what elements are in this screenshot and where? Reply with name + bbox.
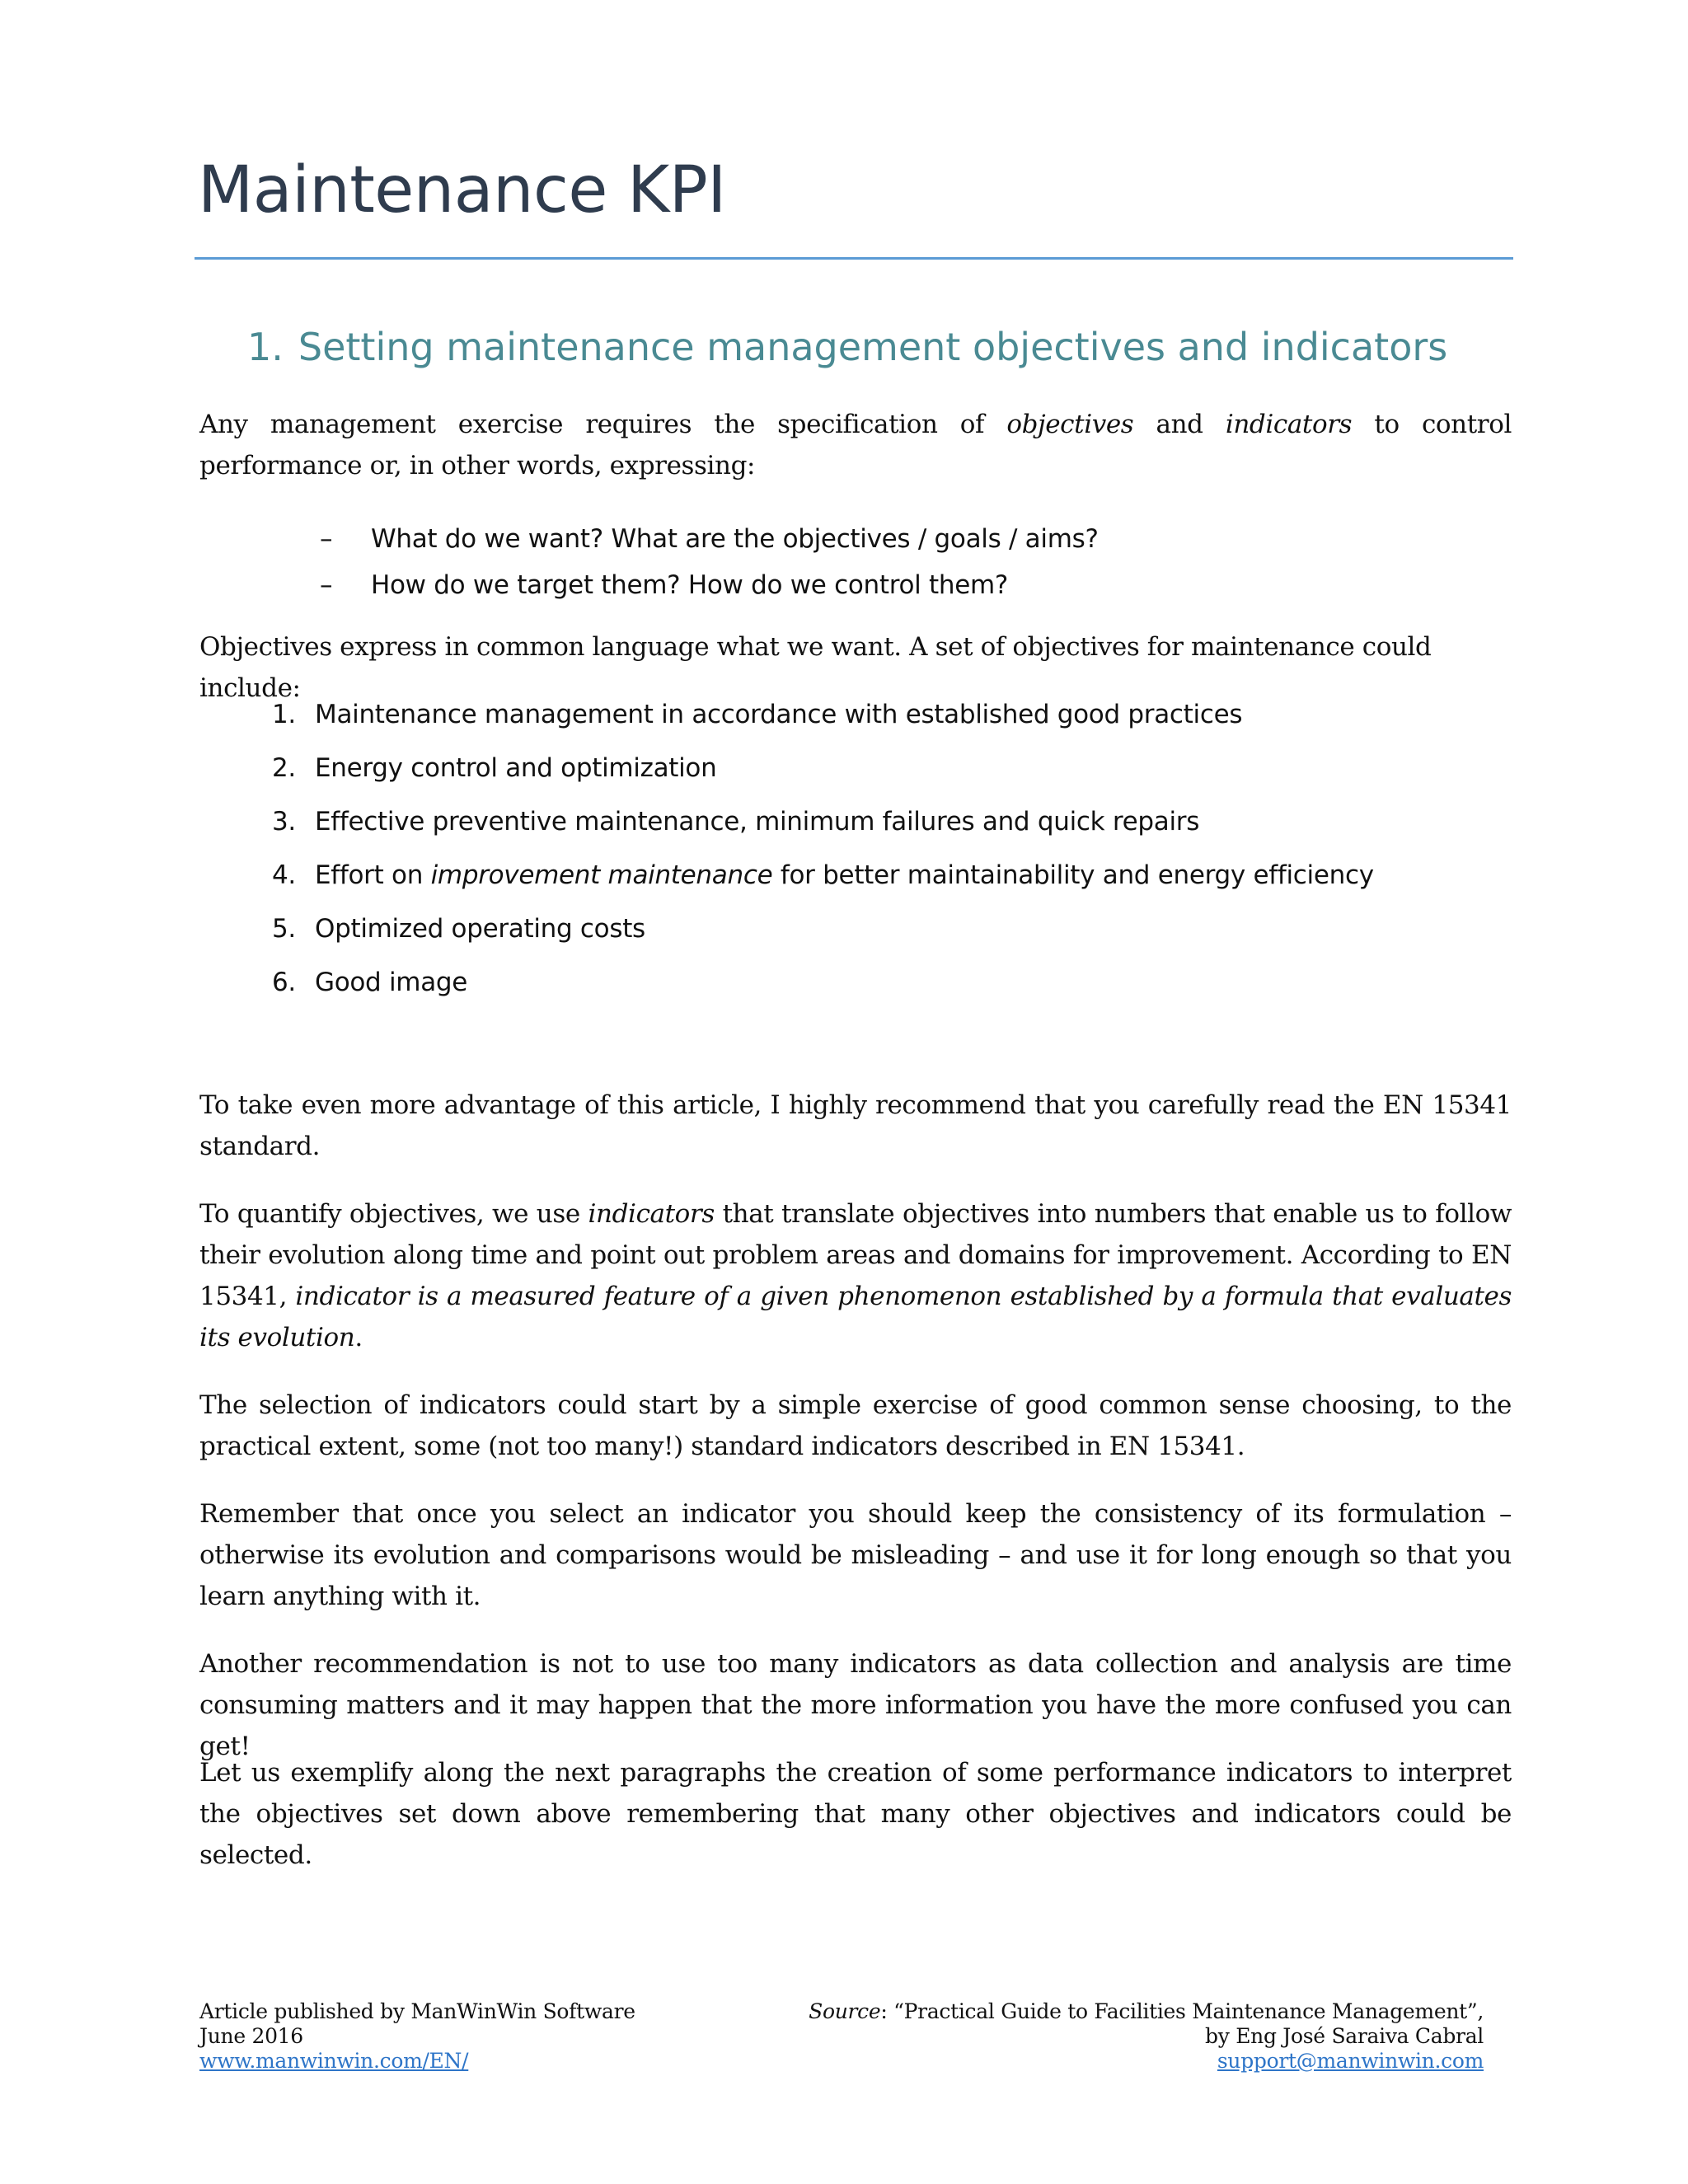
list-number: 2. — [272, 753, 296, 783]
website-link[interactable]: www.manwinwin.com/EN/ — [199, 2049, 469, 2073]
objectives-list — [272, 694, 1374, 1015]
objective-text: for better maintainability and energy efficiency — [772, 860, 1374, 890]
objectives-lead-paragraph: Objectives express in common language what we want. A set of objectives for maintenance could include: — [199, 632, 1432, 703]
section-number: 1. — [247, 325, 284, 369]
footer-date: June 2016 — [199, 2024, 303, 2048]
list-item — [272, 962, 1374, 1015]
list-item — [272, 748, 1374, 801]
support-email-link[interactable]: support@manwinwin.com — [1217, 2049, 1484, 2073]
list-item — [320, 516, 1099, 562]
quantify-em-indicators: indicators — [588, 1199, 715, 1229]
source-label: Source — [809, 1999, 881, 2023]
footer-right — [809, 1999, 1484, 2074]
list-item — [320, 562, 1099, 608]
intro-text-2: and — [1133, 410, 1226, 439]
footer-left — [199, 1999, 635, 2074]
footer-source — [809, 1999, 1484, 2024]
questions-list — [320, 516, 1099, 608]
title-divider — [195, 257, 1513, 260]
quantify-em-definition: indicator is a measured feature of a given phenomenon established by a formula that evaluates its evolution — [199, 1282, 1512, 1352]
intro-em-indicators: indicators — [1225, 410, 1353, 439]
dash-marker: – — [320, 524, 333, 554]
section-heading-text: Setting maintenance management objectives and indicators — [298, 325, 1448, 369]
footer-author: by Eng José Saraiva Cabral — [1205, 2024, 1484, 2048]
objective-text: Good image — [315, 968, 468, 997]
objective-text: Effort on — [315, 860, 431, 890]
intro-em-objectives: objectives — [1006, 410, 1134, 439]
intro-text-1: Any management exercise requires the specification of — [199, 410, 1007, 439]
another-paragraph: Another recommendation is not to use too many indicators as data collection and analysis are time consuming matters and it may happen that the more information you have the more confused you can get! — [199, 1649, 1512, 1761]
page-title: Maintenance KPI — [198, 153, 726, 227]
list-item — [272, 801, 1374, 855]
objective-em: improvement maintenance — [430, 860, 773, 890]
objective-text: Optimized operating costs — [315, 914, 645, 944]
objective-text: Effective preventive maintenance, minimum failures and quick repairs — [315, 807, 1200, 837]
list-item — [272, 694, 1374, 748]
list-item — [272, 908, 1374, 962]
list-number: 1. — [272, 700, 296, 729]
list-item — [272, 855, 1374, 908]
source-text: : “Practical Guide to Facilities Maintenance Management”, — [880, 1999, 1484, 2023]
footer-published: Article published by ManWinWin Software — [199, 1999, 635, 2023]
quantify-text-3: . — [354, 1323, 363, 1352]
list-number: 5. — [272, 914, 296, 944]
section-heading — [247, 325, 1448, 369]
consistency-paragraph: Remember that once you select an indicator you should keep the consistency of its formulation – otherwise its evolution and comparisons would be misleading – and use it for long enough so that you learn anything with it. — [199, 1499, 1512, 1611]
dash-marker: – — [320, 570, 333, 600]
objective-text: Energy control and optimization — [315, 753, 717, 783]
quantify-paragraph — [199, 1193, 1512, 1358]
question-text: What do we want? What are the objectives / goals / aims? — [371, 524, 1099, 554]
exemplify-paragraph: Let us exemplify along the next paragraphs the creation of some performance indicators to interpret the objectives set down above remembering that many other objectives and indicators could be selected. — [199, 1758, 1512, 1870]
intro-paragraph — [199, 404, 1512, 486]
recommend-paragraph: To take even more advantage of this article, I highly recommend that you carefully read the EN 15341 standard. — [199, 1090, 1512, 1161]
question-text: How do we target them? How do we control them? — [371, 570, 1009, 600]
intro-text-3: to control performance or, in other words, expressing: — [199, 410, 1512, 480]
list-number: 3. — [272, 807, 296, 837]
quantify-text-2: that translate objectives into numbers that enable us to follow their evolution along time and point out problem areas and domains for improvement. According to EN 15341, — [199, 1199, 1512, 1311]
list-number: 6. — [272, 968, 296, 997]
objective-text: Maintenance management in accordance with established good practices — [315, 700, 1243, 729]
selection-paragraph: The selection of indicators could start by a simple exercise of good common sense choosing, to the practical extent, some (not too many!) standard indicators described in EN 15341. — [199, 1390, 1512, 1461]
quantify-text-1: To quantify objectives, we use — [199, 1199, 588, 1229]
list-number: 4. — [272, 860, 296, 890]
